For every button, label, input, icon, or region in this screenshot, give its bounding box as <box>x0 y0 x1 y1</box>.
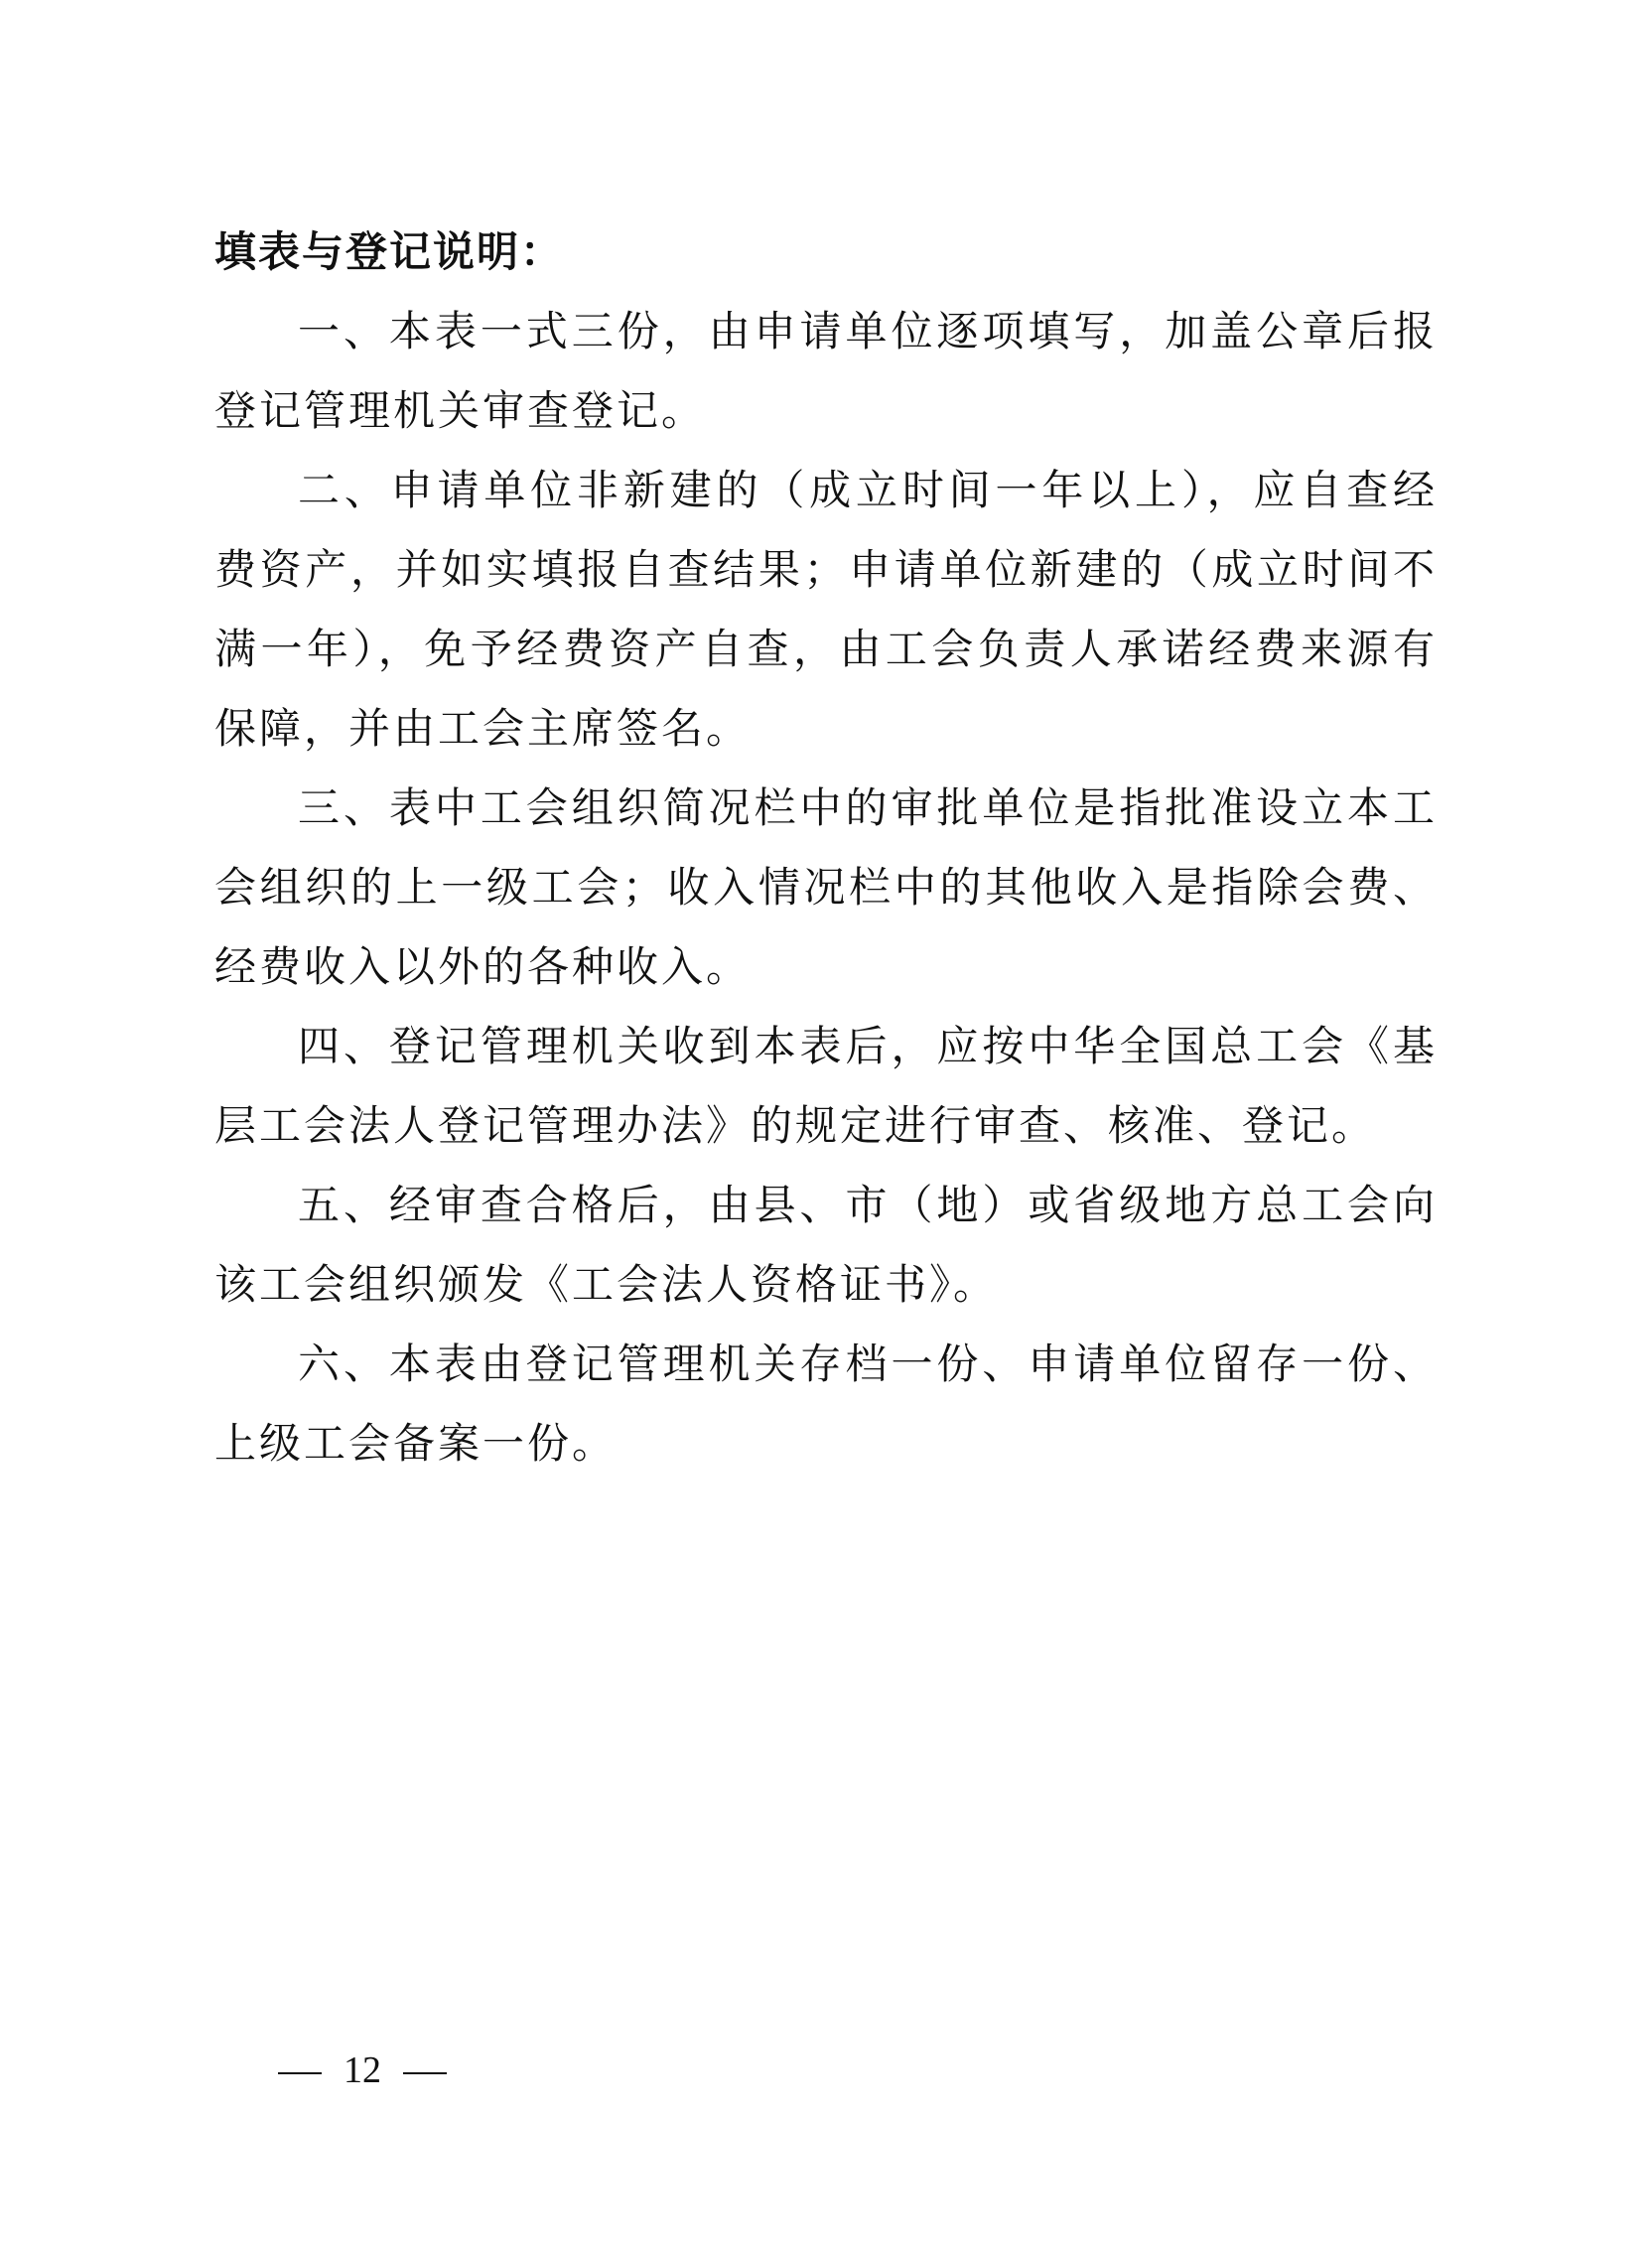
page-footer <box>256 2045 469 2095</box>
paragraph-6: 六、本表由登记管理机关存档一份、申请单位留存一份、上级工会备案一份。 <box>214 1340 1438 1468</box>
footer-dash-left <box>278 2072 322 2074</box>
document-heading: 填表与登记说明： <box>214 227 565 276</box>
page-number: 12 <box>344 2049 381 2091</box>
paragraph-5: 五、经审查合格后，由县、市（地）或省级地方总工会向该工会组织颁发《工会法人资格证书》。 <box>214 1181 1438 1309</box>
paragraph-4: 四、登记管理机关收到本表后，应按中华全国总工会《基层工会法人登记管理办法》的规定进行审查、核准、登记。 <box>214 1022 1438 1150</box>
paragraph-2: 二、申请单位非新建的（成立时间一年以上），应自查经费资产，并如实填报自查结果；申请单位新建的（成立时间不满一年），免予经费资产自查，由工会负责人承诺经费来源有保障，并由工会主席签名。 <box>214 466 1438 753</box>
footer-dash-right <box>403 2072 447 2074</box>
paragraph-3: 三、表中工会组织简况栏中的审批单位是指批准设立本工会组织的上一级工会；收入情况栏中的其他收入是指除会费、经费收入以外的各种收入。 <box>214 783 1438 991</box>
document-body <box>214 212 1438 1483</box>
paragraph-1: 一、本表一式三份，由申请单位逐项填写，加盖公章后报登记管理机关审查登记。 <box>214 307 1438 435</box>
